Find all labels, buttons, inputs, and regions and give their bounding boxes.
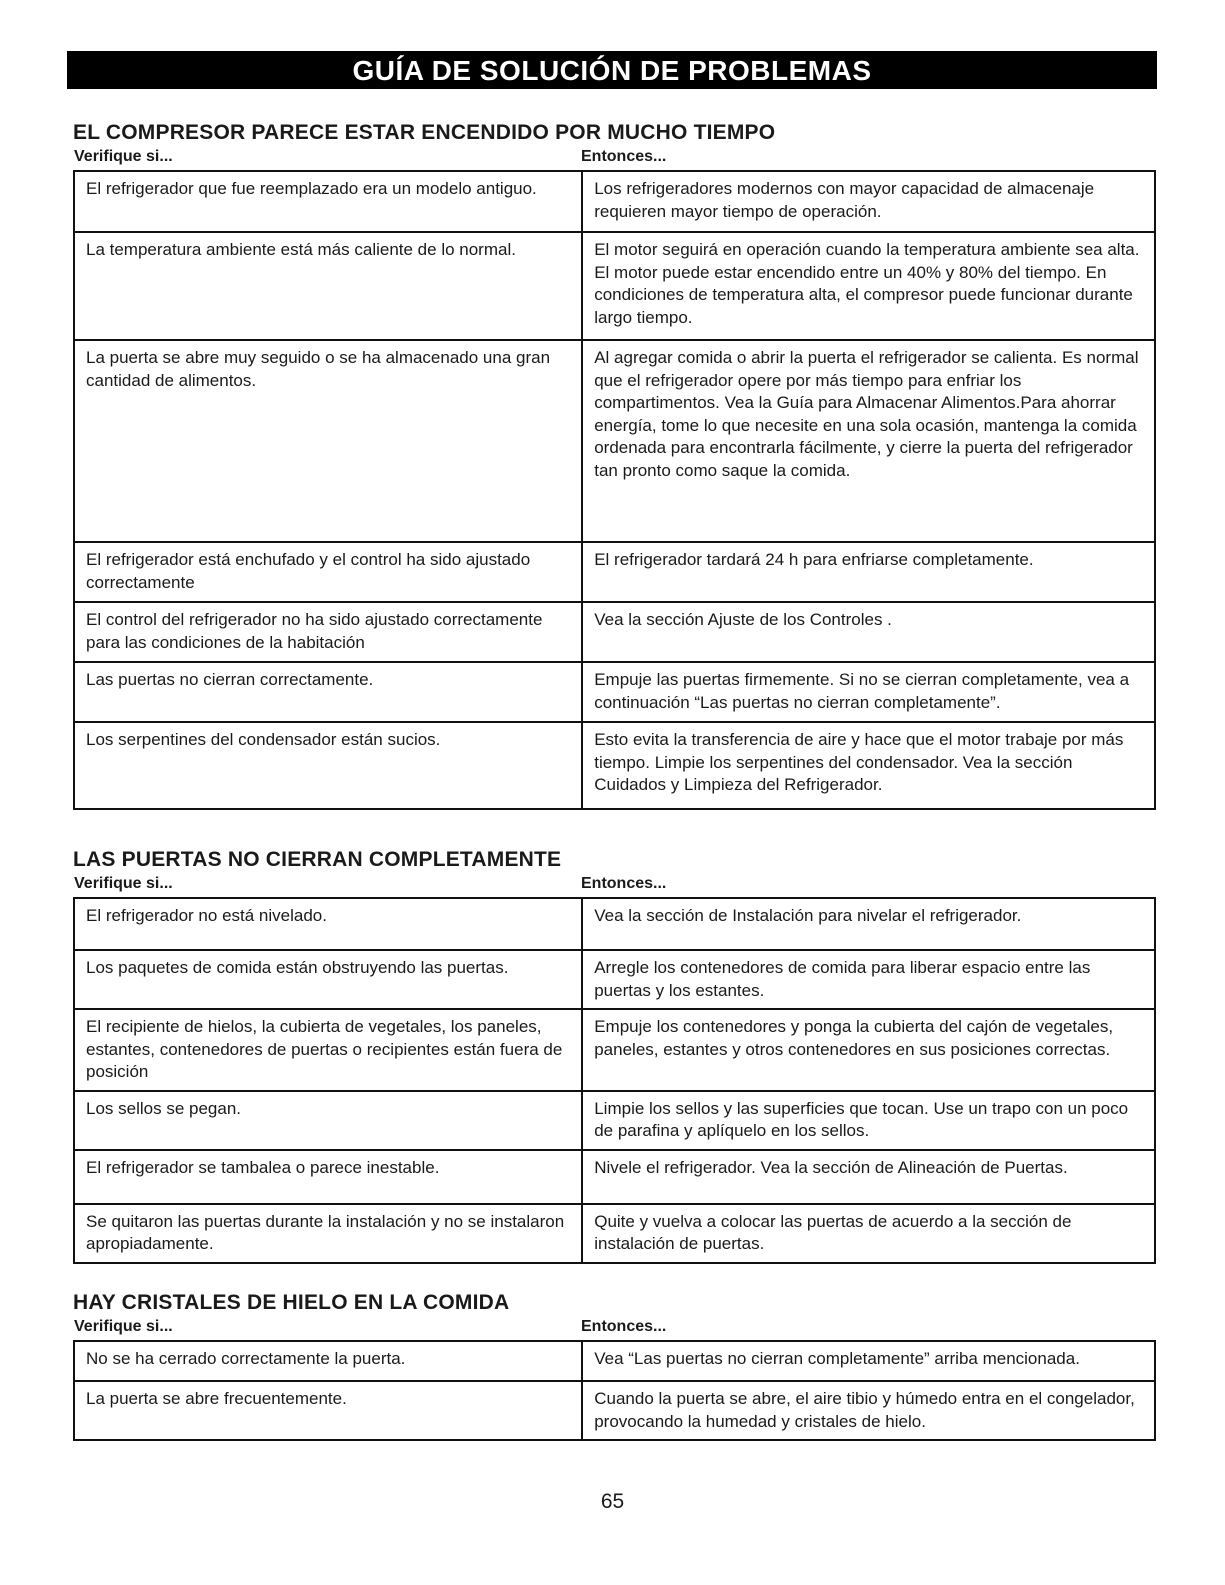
then-cell: Nivele el refrigerador. Vea la sección de Alineación de Puertas. [582,1150,1155,1204]
table-row [74,898,1155,950]
then-cell: Arregle los contenedores de comida para liberar espacio entre las puertas y los estantes. [582,950,1155,1009]
column-header-then: Entonces... [581,875,667,892]
troubleshooting-table [73,1340,1156,1441]
then-cell: Esto evita la transferencia de aire y hace que el motor trabaje por más tiempo. Limpie los serpentines del condensador. Vea la sección Cuidados y Limpieza del Refrigerador. [582,722,1155,809]
column-headers [73,146,1156,170]
then-cell: El refrigerador tardará 24 h para enfriarse completamente. [582,542,1155,602]
check-cell: No se ha cerrado correctamente la puerta. [74,1341,582,1381]
then-cell: Vea la sección de Instalación para nivelar el refrigerador. [582,898,1155,950]
check-cell: El refrigerador no está nivelado. [74,898,582,950]
then-cell: El motor seguirá en operación cuando la temperatura ambiente sea alta. El motor puede estar encendido entre un 40% y 80% del tiempo. En condiciones de temperatura alta, el compresor puede funcionar durante largo tiempo. [582,232,1155,340]
section-compressor [73,120,1156,810]
check-cell: El refrigerador se tambalea o parece inestable. [74,1150,582,1204]
check-cell: El recipiente de hielos, la cubierta de vegetales, los paneles, estantes, contenedores de puertas o recipientes están fuera de posición [74,1009,582,1091]
table-row [74,662,1155,722]
table-row [74,1204,1155,1263]
table-row [74,1341,1155,1381]
page-number: 65 [600,1490,625,1513]
then-cell: Cuando la puerta se abre, el aire tibio y húmedo entra en el congelador, provocando la humedad y cristales de hielo. [582,1381,1155,1440]
table-row [74,602,1155,662]
column-headers [73,1316,1156,1340]
then-cell: Al agregar comida o abrir la puerta el refrigerador se calienta. Es normal que el refrigerador opere por más tiempo para enfriar los compartimentos. Vea la Guía para Almacenar Alimentos.Para ahorrar energía, tome lo que necesite en una sola ocasión, mantenga la comida ordenada para encontrarla fácilmente, y cierre la puerta del refrigerador tan pronto como saque la comida. [582,340,1155,542]
check-cell: Los paquetes de comida están obstruyendo las puertas. [74,950,582,1009]
check-cell: Se quitaron las puertas durante la instalación y no se instalaron apropiadamente. [74,1204,582,1263]
check-cell: La puerta se abre muy seguido o se ha almacenado una gran cantidad de alimentos. [74,340,582,542]
section-ice-crystals [73,1290,1156,1441]
check-cell: La temperatura ambiente está más caliente de lo normal. [74,232,582,340]
check-cell: El refrigerador que fue reemplazado era un modelo antiguo. [74,171,582,232]
column-header-check: Verifique si... [74,148,173,165]
section-title: LAS PUERTAS NO CIERRAN COMPLETAMENTE [73,848,562,871]
table-row [74,1009,1155,1091]
table-row [74,722,1155,809]
table-row [74,542,1155,602]
column-headers [73,873,1156,897]
then-cell: Empuje las puertas firmemente. Si no se cierran completamente, vea a continuación “Las puertas no cierran completamente”. [582,662,1155,722]
then-cell: Los refrigeradores modernos con mayor capacidad de almacenaje requieren mayor tiempo de operación. [582,171,1155,232]
troubleshooting-table [73,897,1156,1264]
troubleshooting-table [73,170,1156,810]
check-cell: El control del refrigerador no ha sido ajustado correctamente para las condiciones de la habitación [74,602,582,662]
then-cell: Vea “Las puertas no cierran completamente” arriba mencionada. [582,1341,1155,1381]
then-cell: Quite y vuelva a colocar las puertas de acuerdo a la sección de instalación de puertas. [582,1204,1155,1263]
section-doors [73,847,1156,1264]
column-header-check: Verifique si... [74,1318,173,1335]
column-header-then: Entonces... [581,1318,667,1335]
check-cell: Las puertas no cierran correctamente. [74,662,582,722]
section-title: EL COMPRESOR PARECE ESTAR ENCENDIDO POR MUCHO TIEMPO [73,121,776,144]
then-cell: Empuje los contenedores y ponga la cubierta del cajón de vegetales, paneles, estantes y otros contenedores en sus posiciones correctas. [582,1009,1155,1091]
table-row [74,1381,1155,1440]
column-header-then: Entonces... [581,148,667,165]
page-banner-title: GUÍA DE SOLUCIÓN DE PROBLEMAS [67,51,1157,89]
then-cell: Limpie los sellos y las superficies que tocan. Use un trapo con un poco de parafina y aplíquelo en los sellos. [582,1091,1155,1150]
section-title: HAY CRISTALES DE HIELO EN LA COMIDA [73,1291,510,1314]
table-row [74,950,1155,1009]
then-cell: Vea la sección Ajuste de los Controles . [582,602,1155,662]
check-cell: Los sellos se pegan. [74,1091,582,1150]
table-row [74,1091,1155,1150]
table-row [74,1150,1155,1204]
table-row [74,232,1155,340]
check-cell: El refrigerador está enchufado y el control ha sido ajustado correctamente [74,542,582,602]
table-row [74,171,1155,232]
table-row [74,340,1155,542]
check-cell: La puerta se abre frecuentemente. [74,1381,582,1440]
check-cell: Los serpentines del condensador están sucios. [74,722,582,809]
column-header-check: Verifique si... [74,875,173,892]
